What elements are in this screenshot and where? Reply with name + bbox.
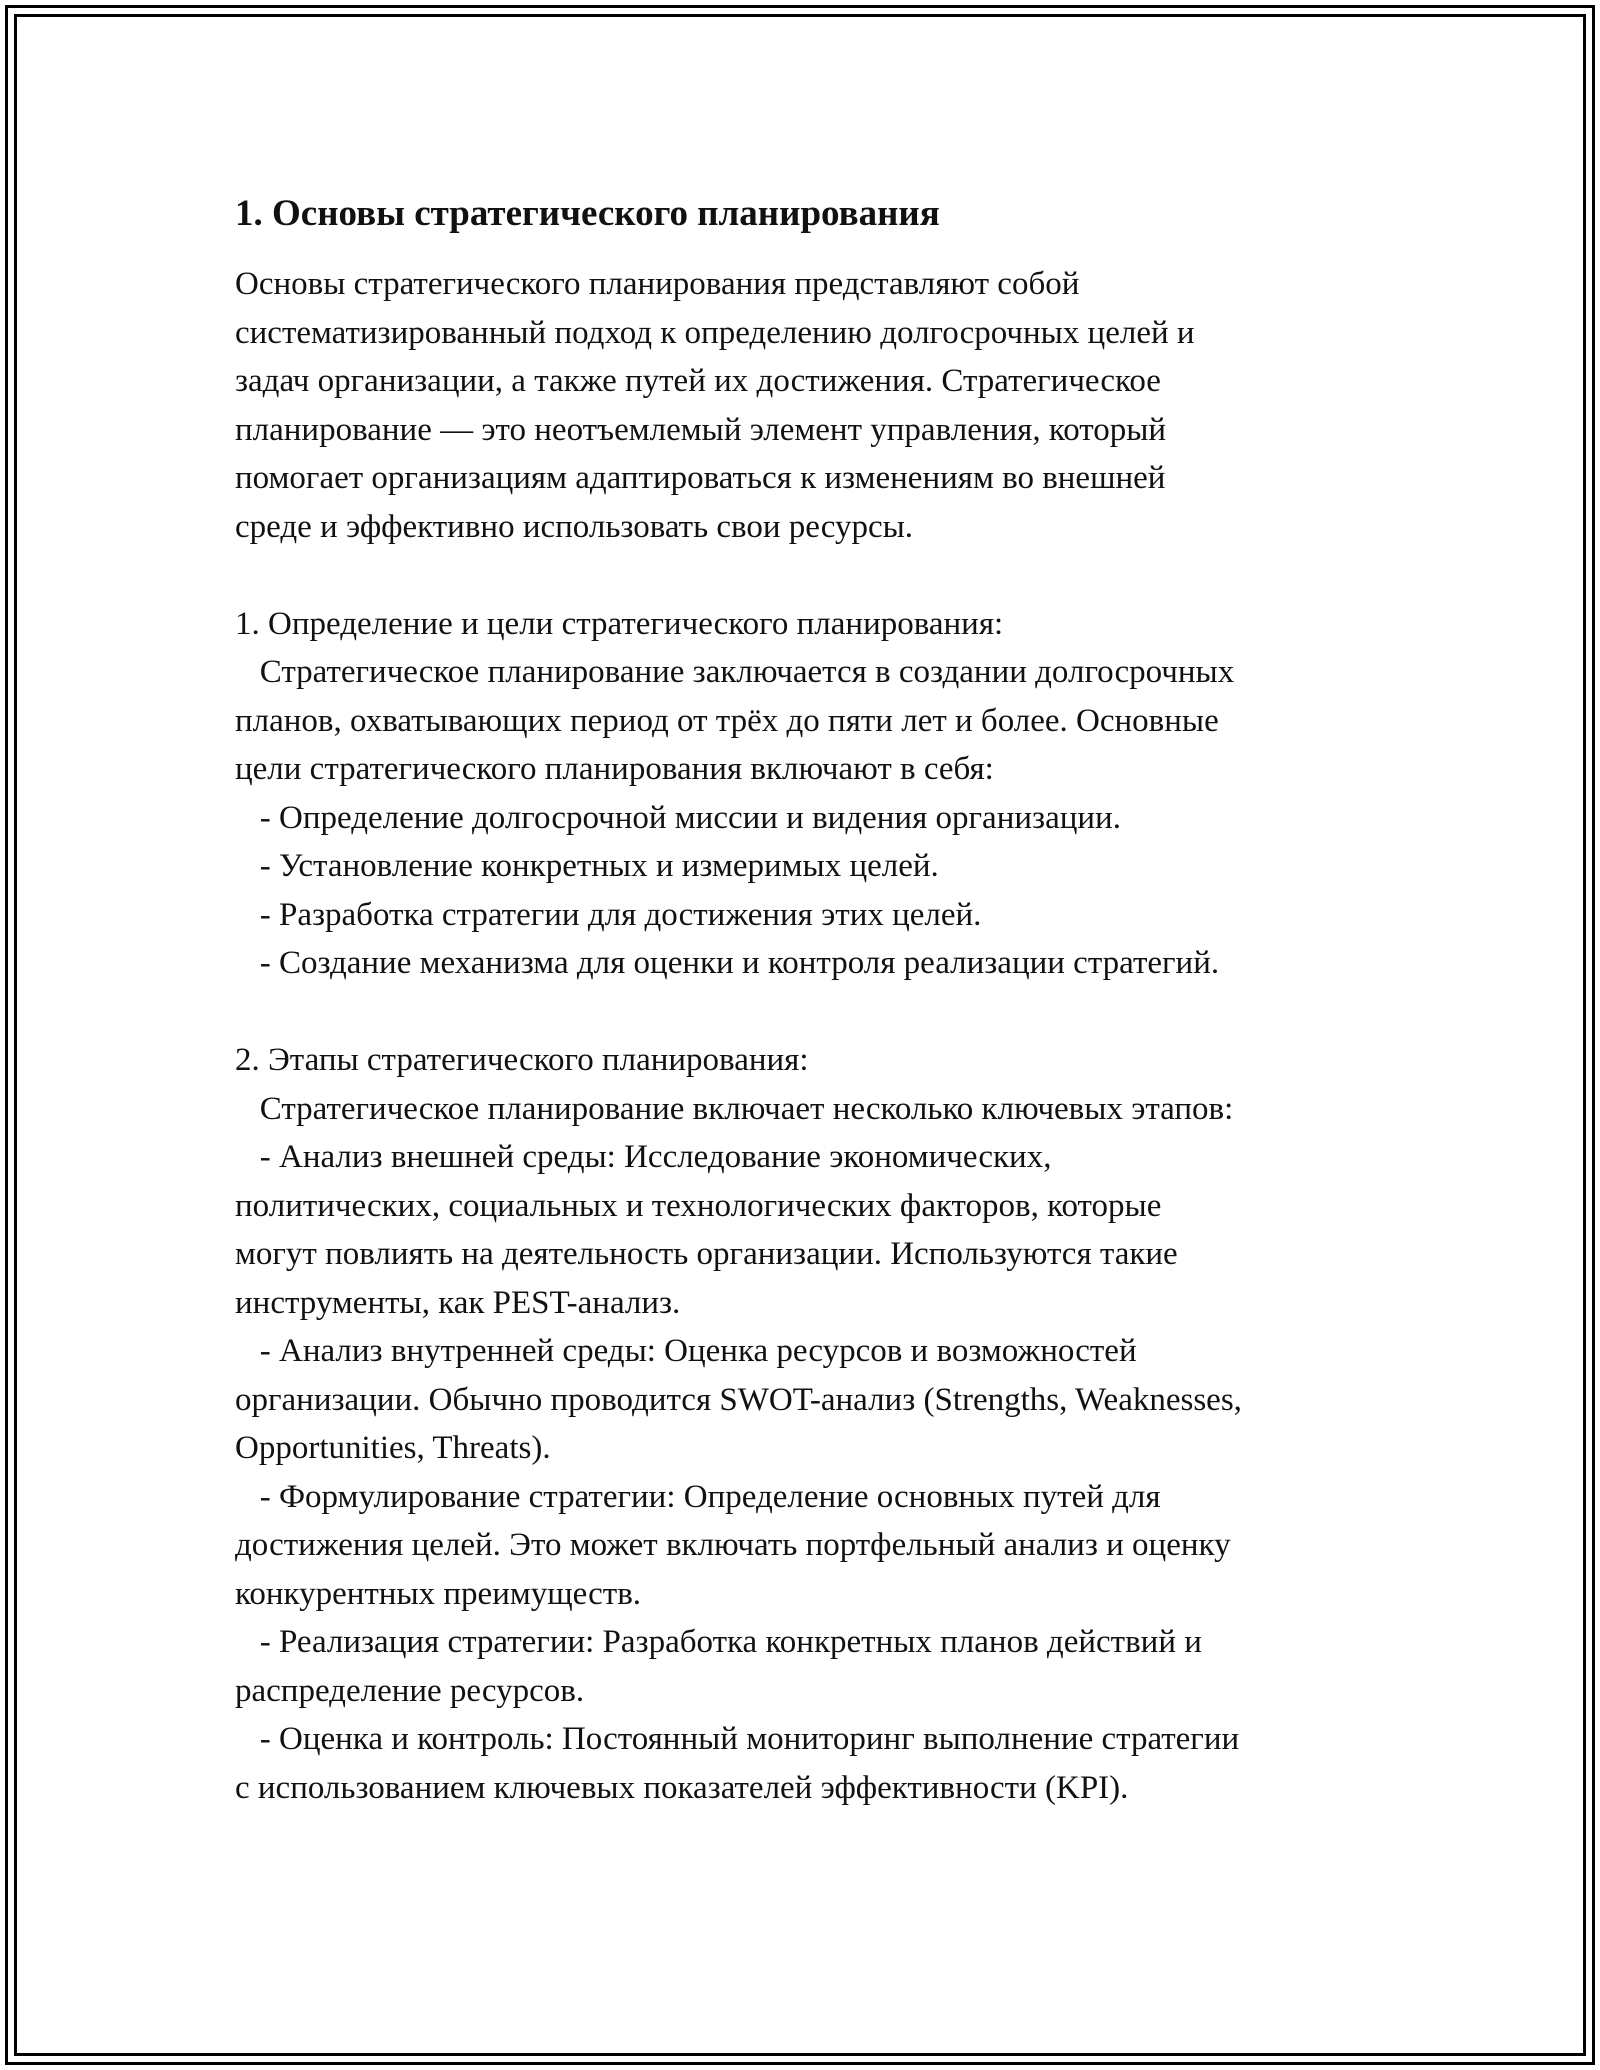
paragraph-spacer	[235, 988, 1415, 1037]
list-item: - Создание механизма для оценки и контроля реализации стратегий.	[235, 945, 1220, 981]
list-item: - Анализ внешней среды: Исследование экономических,	[235, 1139, 1052, 1175]
list-item: - Оценка и контроль: Постоянный мониторинг выполнение стратегии	[235, 1721, 1240, 1757]
intro-paragraph	[235, 260, 1415, 551]
text-line: Opportunities, Threats).	[235, 1430, 551, 1466]
paragraph-spacer	[235, 551, 1415, 600]
text-line: распределение ресурсов.	[235, 1672, 585, 1709]
text-line: планирование — это неотъемлемый элемент управления, который	[235, 411, 1167, 448]
text-line: Стратегическое планирование заключается в создании долгосрочных	[235, 654, 1235, 690]
section-heading: 2. Этапы стратегического планирования:	[235, 1042, 809, 1078]
section-planning-stages	[235, 1036, 1415, 1812]
text-line: Стратегическое планирование включает несколько ключевых этапов:	[235, 1090, 1234, 1127]
text-line: систематизированный подход к определению долгосрочных целей и	[235, 314, 1195, 351]
section-heading: 1. Определение и цели стратегического планирования:	[235, 605, 1004, 642]
list-item: - Установление конкретных и измеримых целей.	[235, 848, 939, 884]
text-line: планов, охватывающих период от трёх до пяти лет и более. Основные	[235, 702, 1219, 739]
text-line: организации. Обычно проводится SWOT-анализ (Strengths, Weaknesses,	[235, 1381, 1242, 1418]
text-line: с использованием ключевых показателей эффективности (KPI).	[235, 1769, 1129, 1806]
document-title: 1. Основы стратегического планирования	[235, 193, 940, 234]
section-definition-goals	[235, 600, 1415, 988]
list-item: - Реализация стратегии: Разработка конкретных планов действий и	[235, 1624, 1202, 1660]
text-line: среде и эффективно использовать свои ресурсы.	[235, 508, 914, 545]
text-line: политических, социальных и технологических факторов, которые	[235, 1187, 1162, 1224]
document-body	[235, 186, 1415, 1812]
text-line: инструменты, как PEST-анализ.	[235, 1284, 681, 1321]
list-item: - Разработка стратегии для достижения этих целей.	[235, 896, 982, 933]
text-line: конкурентных преимуществ.	[235, 1575, 642, 1612]
text-line: задач организации, а также путей их достижения. Стратегическое	[235, 363, 1161, 399]
list-item: - Формулирование стратегии: Определение основных путей для	[235, 1478, 1161, 1515]
list-item: - Определение долгосрочной миссии и видения организации.	[235, 799, 1121, 836]
text-line: могут повлиять на деятельность организации. Используются такие	[235, 1236, 1178, 1272]
text-line: цели стратегического планирования включают в себя:	[235, 751, 994, 787]
text-line: помогает организациям адаптироваться к изменениям во внешней	[235, 460, 1166, 496]
list-item: - Анализ внутренней среды: Оценка ресурсов и возможностей	[235, 1333, 1137, 1369]
text-line: достижения целей. Это может включать портфельный анализ и оценку	[235, 1527, 1231, 1563]
text-line: Основы стратегического планирования представляют собой	[235, 266, 1080, 302]
